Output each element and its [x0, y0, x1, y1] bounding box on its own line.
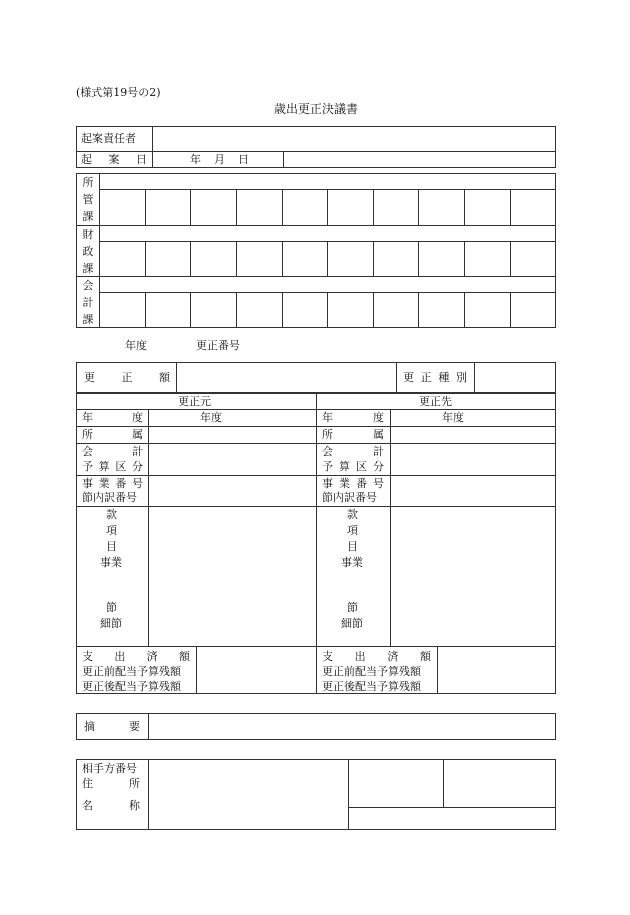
- dest-after-label: 更正後配当予算残額: [322, 680, 421, 693]
- page-title: 歳出更正決議書: [274, 102, 359, 116]
- source-item-saisetsu: 細節: [100, 617, 122, 630]
- draft-date-label: 起 案 日: [81, 153, 147, 166]
- dest-item-saisetsu: 細節: [341, 617, 363, 630]
- dest-year-label: 年 度: [322, 411, 384, 424]
- party-address-label: 住 所: [82, 777, 140, 790]
- source-project-number-label: 事 業 番 号: [82, 477, 143, 490]
- dept-label-kaikei: 会 計 課: [82, 279, 94, 326]
- dest-breakdown-label: 節内訳番号: [322, 491, 377, 504]
- date-year: 年: [190, 153, 201, 166]
- dest-item-kou: 項: [347, 524, 358, 537]
- dest-budget-class-label: 予 算 区 分: [322, 460, 384, 473]
- party-name-label: 名 称: [82, 799, 140, 812]
- source-item-jigyo: 事業: [100, 556, 122, 569]
- dest-item-moku: 目: [347, 540, 358, 553]
- source-item-setsu: 節: [106, 601, 117, 614]
- source-budget-class-label: 予 算 区 分: [82, 460, 143, 473]
- fiscal-year-label: 年度: [125, 339, 147, 352]
- source-item-kan: 款: [106, 508, 117, 521]
- date-month: 月: [214, 153, 225, 166]
- source-year-label: 年 度: [82, 411, 143, 424]
- correction-amount-label: 更 正 額: [84, 371, 170, 384]
- dest-year-value: 年度: [442, 411, 464, 424]
- source-belong-label: 所 属: [82, 428, 143, 441]
- dest-account-label: 会 計: [322, 445, 384, 458]
- dept-label-shokan: 所 管 課: [82, 176, 94, 223]
- dest-item-kan: 款: [347, 508, 358, 521]
- dest-item-jigyo: 事業: [341, 556, 363, 569]
- correction-number-label: 更正番号: [196, 339, 240, 352]
- source-breakdown-label: 節内訳番号: [82, 491, 137, 504]
- dest-project-number-label: 事 業 番 号: [322, 477, 384, 490]
- source-item-kou: 項: [106, 524, 117, 537]
- correction-type-label: 更 正 種 別: [403, 371, 467, 384]
- dest-item-setsu: 節: [347, 601, 358, 614]
- drafter-label: 起案責任者: [81, 132, 136, 145]
- source-year-value: 年度: [200, 411, 222, 424]
- source-after-label: 更正後配当予算残額: [82, 680, 181, 693]
- source-before-label: 更正前配当予算残額: [82, 665, 181, 678]
- dest-header: 更正先: [419, 395, 452, 408]
- summary-label: 摘 要: [84, 720, 140, 733]
- source-account-label: 会 計: [82, 445, 143, 458]
- date-day: 日: [238, 153, 249, 166]
- dest-before-label: 更正前配当予算残額: [322, 665, 421, 678]
- approval-table: [76, 126, 556, 168]
- dept-stamp-table: [76, 173, 556, 328]
- source-paid-label: 支 出 済 額: [82, 650, 190, 663]
- dept-label-zaisei: 財 政 課: [82, 228, 94, 275]
- dest-paid-label: 支 出 済 額: [322, 650, 431, 663]
- source-header: 更正元: [178, 395, 211, 408]
- party-number-label: 相手方番号: [82, 762, 137, 775]
- source-item-moku: 目: [106, 540, 117, 553]
- form-number: (様式第19号の2): [76, 86, 161, 99]
- dest-belong-label: 所 属: [322, 428, 384, 441]
